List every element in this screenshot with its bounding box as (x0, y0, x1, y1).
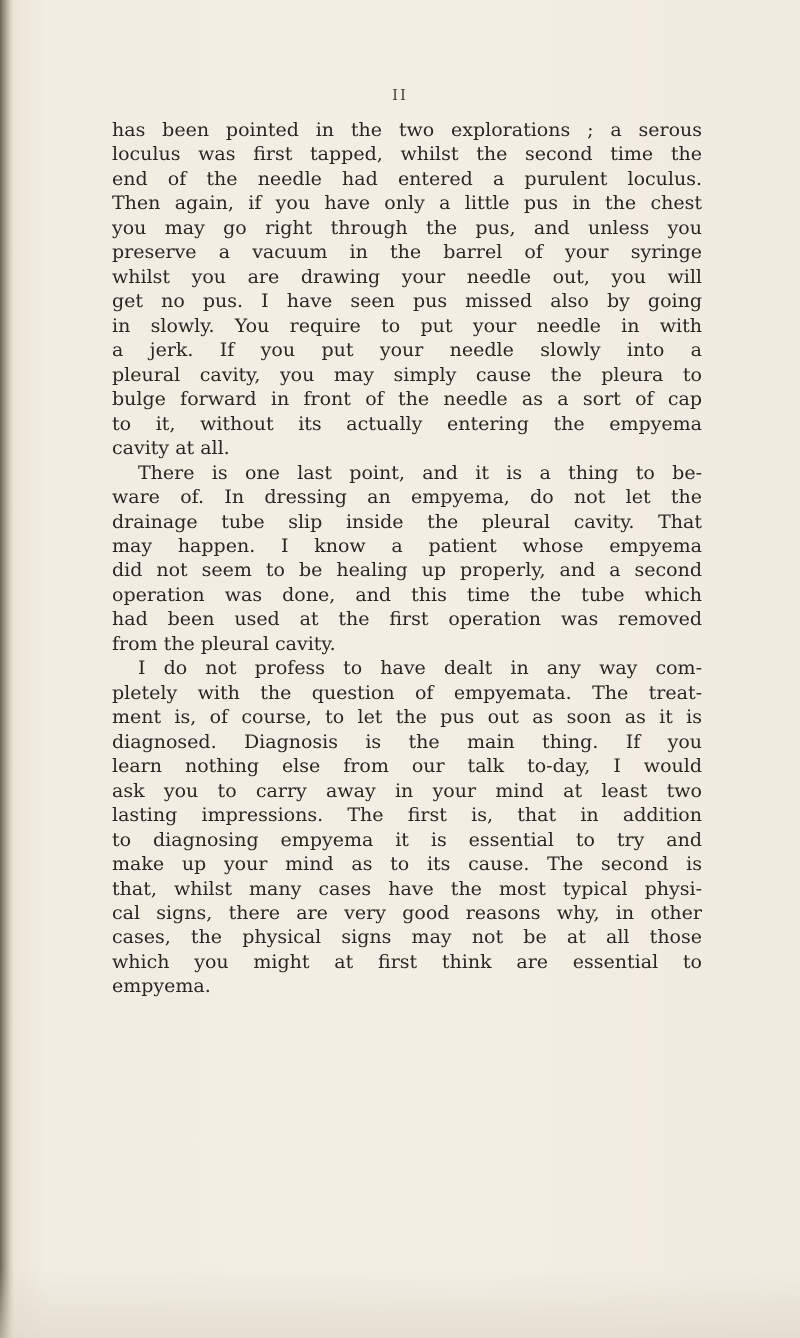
text-line: to it, without its actually entering the empyema (112, 412, 702, 435)
paragraph-end-line: empyema. (112, 975, 211, 998)
body-text (112, 118, 702, 999)
text-line: ment is, of course, to let the pus out as soon as it is (112, 706, 702, 729)
text-line: get no pus. I have seen pus missed also by going (112, 290, 702, 313)
page-number: II (392, 86, 408, 104)
text-line: ware of. In dressing an empyema, do not let the (112, 486, 702, 509)
text-line: pleural cavity, you may simply cause the pleura to (112, 363, 702, 386)
text-line: operation was done, and this time the tube which (112, 583, 702, 606)
text-line: diagnosed. Diagnosis is the main thing. If you (112, 730, 702, 753)
text-line: drainage tube slip inside the pleural cavity. That (112, 510, 702, 533)
text-line: Then again, if you have only a little pus in the chest (112, 192, 702, 215)
text-line: that, whilst many cases have the most typical physi- (112, 877, 702, 900)
text-line: cases, the physical signs may not be at all those (112, 926, 702, 949)
text-line: learn nothing else from our talk to-day, I would (112, 755, 702, 778)
page-spine-shadow (0, 0, 14, 1338)
text-line: preserve a vacuum in the barrel of your syringe (112, 241, 702, 264)
paragraph-end-line: cavity at all. (112, 437, 230, 460)
text-line: you may go right through the pus, and unless you (112, 216, 702, 239)
text-line: lasting impressions. The first is, that in addition (112, 804, 702, 827)
text-line: whilst you are drawing your needle out, you will (112, 265, 702, 288)
text-line: bulge forward in front of the needle as a sort of cap (112, 388, 702, 411)
text-line: end of the needle had entered a purulent loculus. (112, 167, 702, 190)
text-line: has been pointed in the two explorations ; a serous (112, 119, 702, 141)
text-line: had been used at the first operation was removed (112, 608, 702, 631)
text-line: cal signs, there are very good reasons why, in other (112, 902, 702, 924)
text-line: may happen. I know a patient whose empyema (112, 534, 702, 557)
paragraph-start-line: There is one last point, and it is a thing to be- (138, 461, 702, 484)
paragraph-start-line: I do not profess to have dealt in any way com- (138, 657, 702, 680)
text-line: which you might at first think are essential to (112, 950, 702, 973)
text-line: ask you to carry away in your mind at least two (112, 779, 702, 802)
text-line: pletely with the question of empyemata. The treat- (112, 681, 702, 704)
paragraph-end-line: from the pleural cavity. (112, 632, 336, 655)
text-line: make up your mind as to its cause. The second is (112, 853, 702, 876)
text-line: did not seem to be healing up properly, and a second (112, 559, 702, 582)
text-line: loculus was first tapped, whilst the second time the (112, 143, 702, 166)
text-line: a jerk. If you put your needle slowly into a (112, 339, 702, 362)
page-bottom-shade (0, 1268, 800, 1338)
text-line: to diagnosing empyema it is essential to try and (112, 828, 702, 851)
text-line: in slowly. You require to put your needle in with (112, 314, 702, 337)
